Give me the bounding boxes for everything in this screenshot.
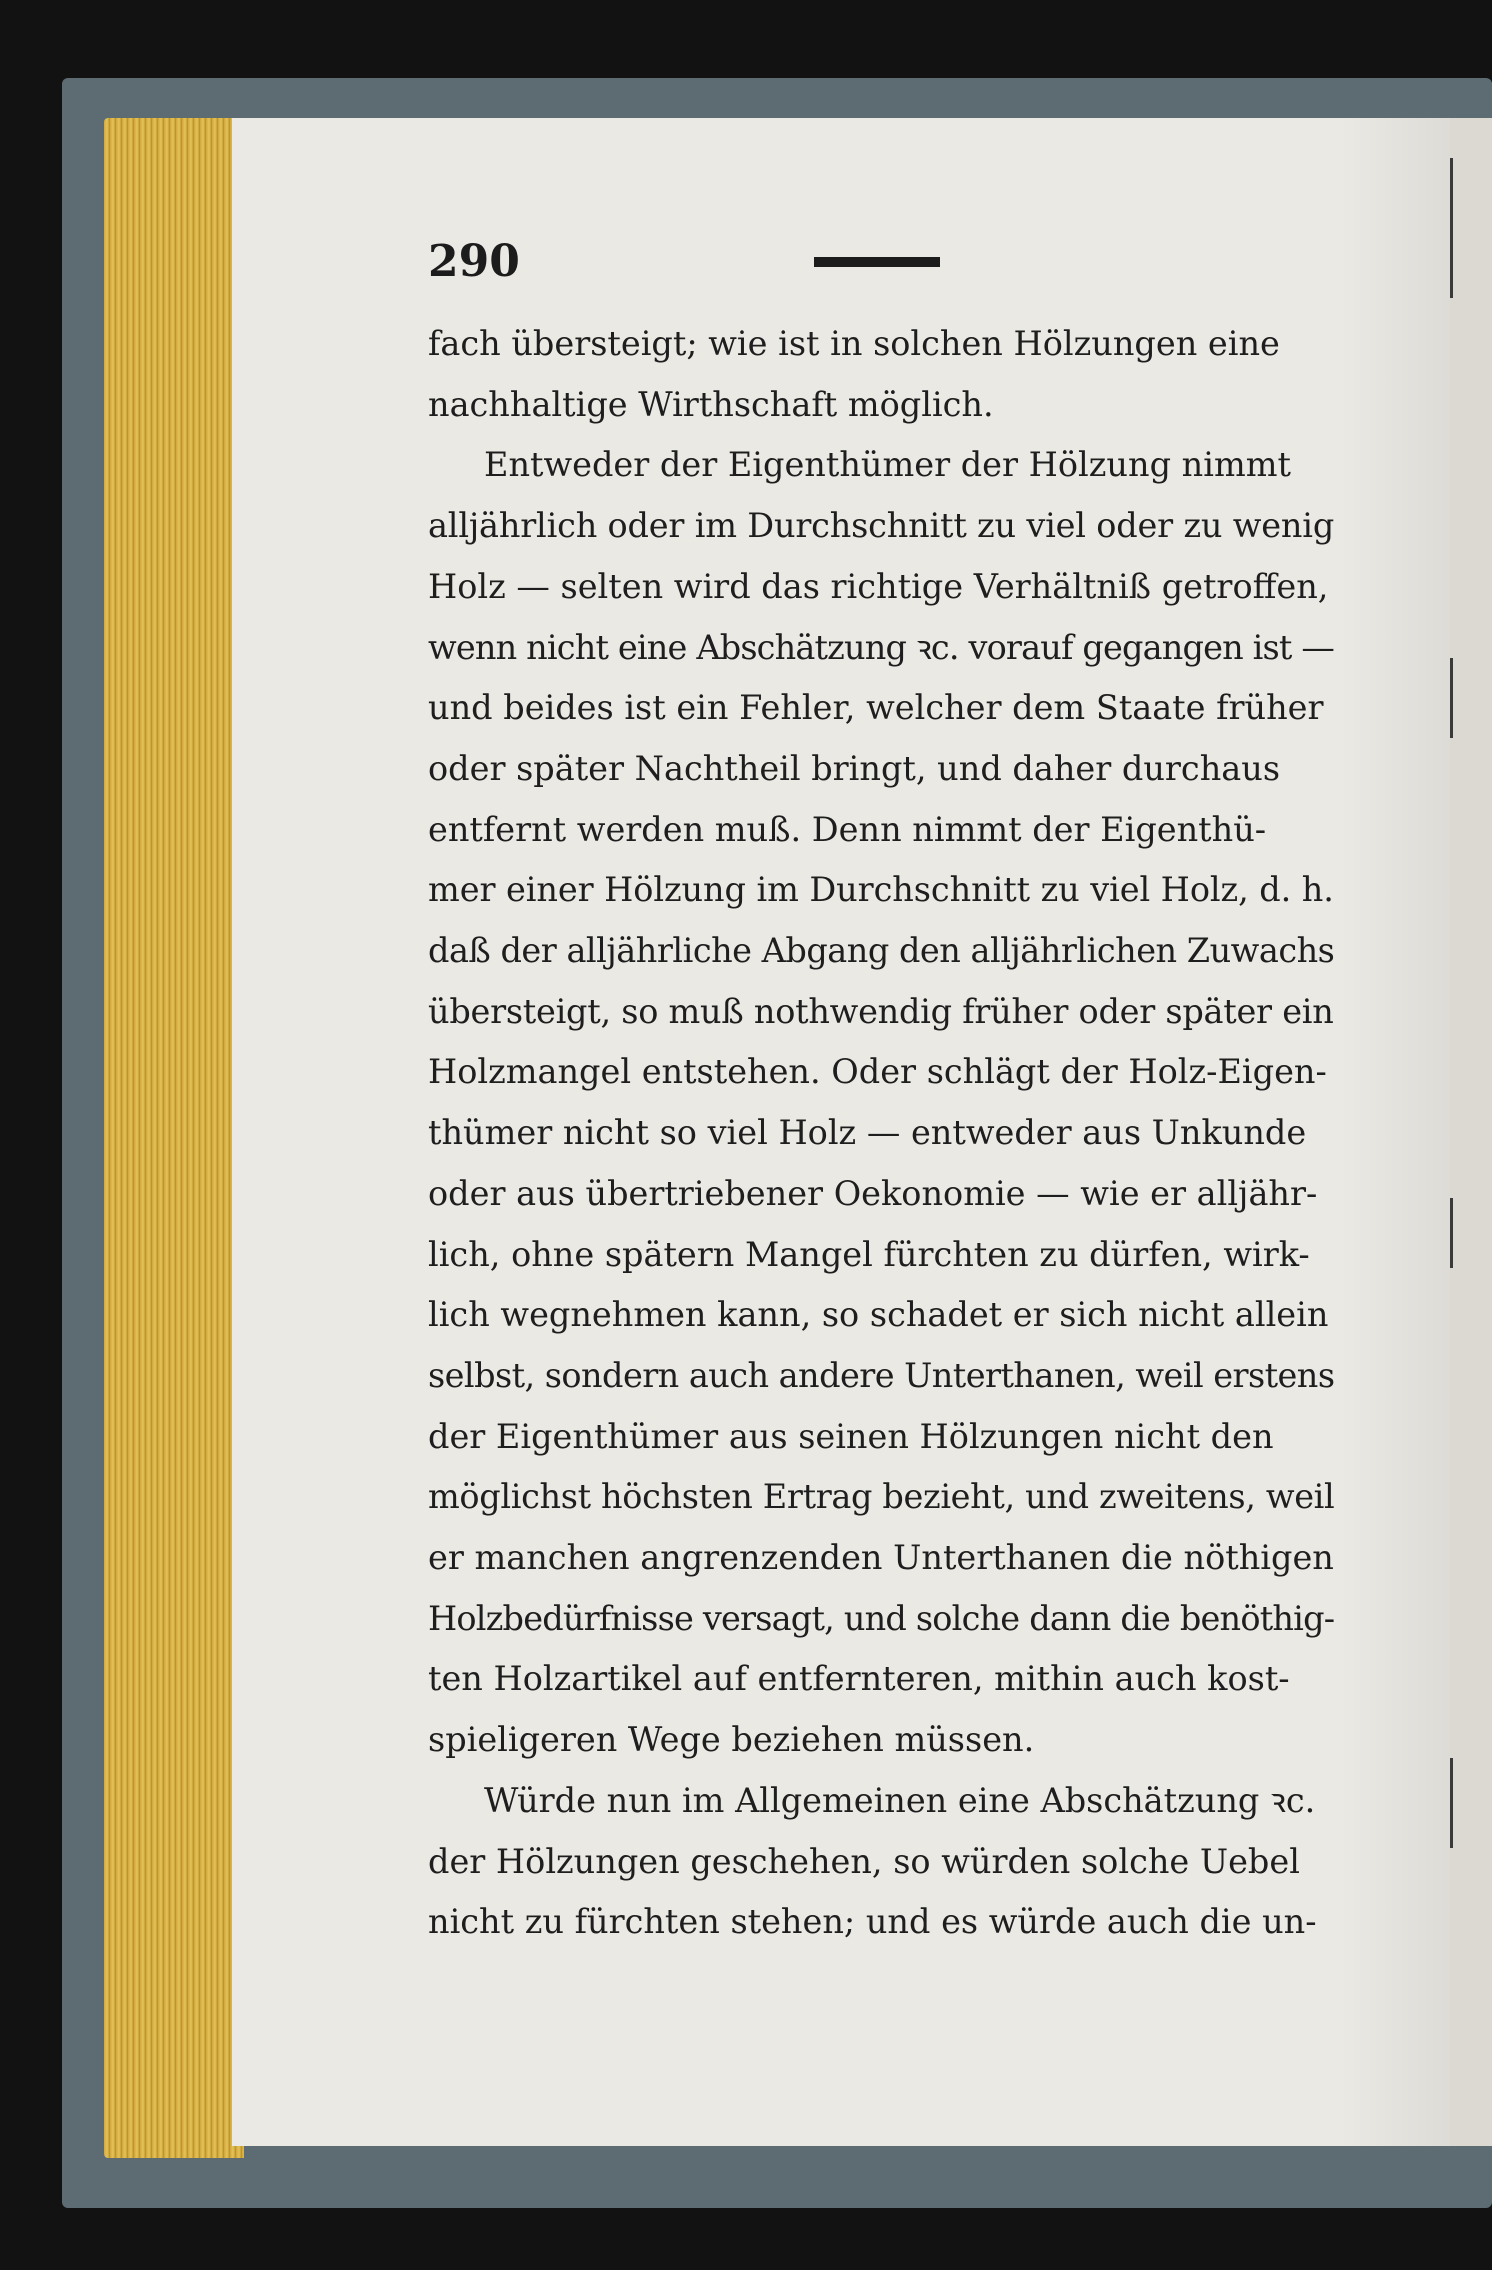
- text-line: entfernt werden muß. Denn nimmt der Eigenthü-: [428, 809, 1267, 849]
- text-line: möglichst höchsten Ertrag bezieht, und zweitens, weil: [428, 1477, 1335, 1517]
- text-line: ten Holzartikel auf entfernteren, mithin auch kost-: [428, 1659, 1290, 1699]
- text-line: der Hölzungen geschehen, so würden solche Uebel: [428, 1841, 1300, 1881]
- text-line: mer einer Hölzung im Durchschnitt zu viel Holz, d. h.: [428, 870, 1334, 910]
- text-line: übersteigt, so muß nothwendig früher oder später ein: [428, 991, 1334, 1031]
- text-line: thümer nicht so viel Holz — entweder aus Unkunde: [428, 1113, 1307, 1153]
- text-line: und beides ist ein Fehler, welcher dem Staate früher: [428, 688, 1324, 728]
- text-line: spieligeren Wege beziehen müssen.: [428, 1720, 1035, 1760]
- text-line: der Eigenthümer aus seinen Hölzungen nicht den: [428, 1416, 1274, 1456]
- header-rule: [814, 257, 940, 267]
- text-line: oder später Nachtheil bringt, und daher durchaus: [428, 748, 1281, 788]
- facing-page-edge: [1450, 118, 1492, 2146]
- body-text: [428, 314, 1334, 1953]
- text-line: fach übersteigt; wie ist in solchen Hölzungen eine: [428, 324, 1280, 363]
- text-line: Holzmangel entstehen. Oder schlägt der Holz-Eigen-: [428, 1052, 1327, 1092]
- edge-mark: [1450, 1758, 1453, 1848]
- text-line: Holzbedürfnisse versagt, und solche dann die benöthig-: [428, 1598, 1335, 1638]
- page-content: [232, 118, 1450, 2146]
- text-line: Würde nun im Allgemeinen eine Abschätzung ꝛc.: [484, 1780, 1316, 1820]
- gilt-page-edges: [104, 118, 244, 2158]
- text-line: daß der alljährliche Abgang den alljährlichen Zuwachs: [428, 931, 1335, 971]
- text-line: Entweder der Eigenthümer der Hölzung nimmt: [484, 445, 1291, 485]
- text-line: oder aus übertriebener Oekonomie — wie er alljähr-: [428, 1173, 1318, 1213]
- edge-mark: [1450, 1198, 1453, 1268]
- text-line: selbst, sondern auch andere Unterthanen, weil erstens: [428, 1355, 1335, 1395]
- text-line: nachhaltige Wirthschaft möglich.: [428, 384, 994, 424]
- text-line: nicht zu fürchten stehen; und es würde auch die un-: [428, 1902, 1317, 1942]
- text-line: wenn nicht eine Abschätzung ꝛc. vorauf gegangen ist —: [428, 627, 1335, 667]
- edge-mark: [1450, 158, 1453, 298]
- text-line: alljährlich oder im Durchschnitt zu viel oder zu wenig: [428, 506, 1335, 546]
- page-number: 290: [428, 236, 520, 287]
- text-line: lich wegnehmen kann, so schadet er sich nicht allein: [428, 1295, 1329, 1335]
- text-line: Holz — selten wird das richtige Verhältniß getroffen,: [428, 566, 1329, 606]
- text-line: lich, ohne spätern Mangel fürchten zu dürfen, wirk-: [428, 1234, 1310, 1274]
- edge-mark: [1450, 658, 1453, 738]
- running-header: [428, 236, 1328, 306]
- text-line: er manchen angrenzenden Unterthanen die nöthigen: [428, 1538, 1334, 1578]
